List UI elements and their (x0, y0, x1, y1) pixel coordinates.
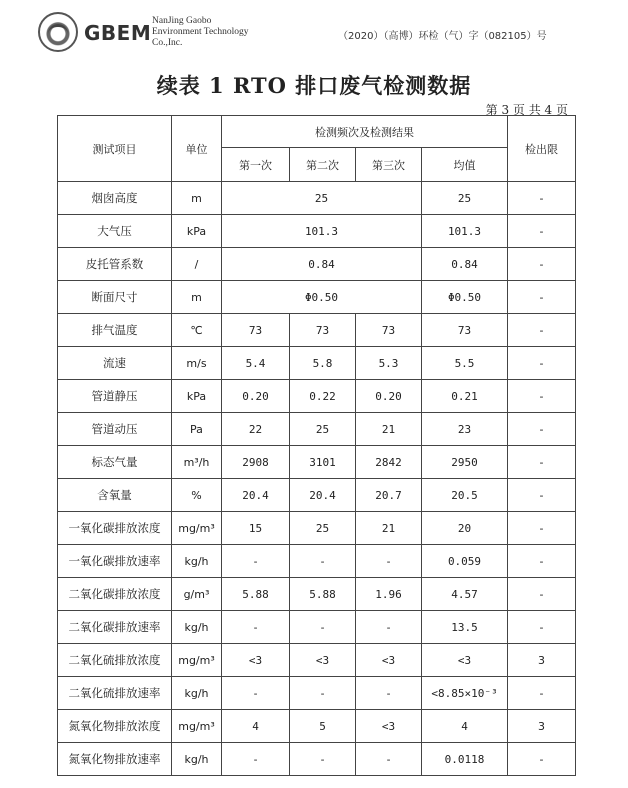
cell-third: - (356, 677, 422, 710)
cell-unit: m³/h (172, 446, 222, 479)
cell-limit: - (508, 314, 576, 347)
company-line: NanJing Gaobo (152, 16, 212, 26)
cell-third: <3 (356, 710, 422, 743)
cell-unit: % (172, 479, 222, 512)
cell-item: 管道静压 (58, 380, 172, 413)
cell-average: 23 (422, 413, 508, 446)
table-body (58, 182, 576, 776)
table-row (58, 611, 576, 644)
cell-item: 流速 (58, 347, 172, 380)
cell-item: 二氧化碳排放速率 (58, 611, 172, 644)
table-header-row (58, 116, 576, 148)
company-line: Environment Technology (152, 27, 249, 37)
cell-average: 0.21 (422, 380, 508, 413)
cell-second: 73 (290, 314, 356, 347)
header-limit: 检出限 (508, 116, 576, 182)
cell-third: - (356, 611, 422, 644)
table-row (58, 248, 576, 281)
header-second: 第二次 (290, 148, 356, 182)
cell-merged-value: 0.84 (222, 248, 422, 281)
cell-limit: - (508, 281, 576, 314)
cell-unit: kg/h (172, 677, 222, 710)
cell-item: 标态气量 (58, 446, 172, 479)
cell-item: 一氧化碳排放浓度 (58, 512, 172, 545)
table-row (58, 380, 576, 413)
cell-limit: - (508, 215, 576, 248)
document-header (0, 0, 628, 70)
header-first: 第一次 (222, 148, 290, 182)
cell-limit: - (508, 512, 576, 545)
cell-merged-value: 101.3 (222, 215, 422, 248)
header-third: 第三次 (356, 148, 422, 182)
company-logo-icon (38, 12, 78, 52)
cell-average: 4 (422, 710, 508, 743)
cell-average: 13.5 (422, 611, 508, 644)
cell-limit: - (508, 611, 576, 644)
cell-merged-value: Φ0.50 (222, 281, 422, 314)
company-line: Co.,Inc. (152, 38, 183, 48)
cell-limit: - (508, 413, 576, 446)
report-number: （2020）（高博）环检（气）字（082105）号 (338, 31, 547, 42)
cell-first: - (222, 545, 290, 578)
cell-average: <8.85×10⁻³ (422, 677, 508, 710)
cell-unit: kg/h (172, 611, 222, 644)
cell-third: - (356, 743, 422, 776)
table-row (58, 512, 576, 545)
cell-unit: ℃ (172, 314, 222, 347)
cell-item: 烟囱高度 (58, 182, 172, 215)
cell-third: 20.7 (356, 479, 422, 512)
cell-first: 2908 (222, 446, 290, 479)
cell-limit: - (508, 380, 576, 413)
cell-second: 3101 (290, 446, 356, 479)
cell-limit: - (508, 743, 576, 776)
table-row (58, 743, 576, 776)
cell-second: 25 (290, 413, 356, 446)
cell-second: 5.88 (290, 578, 356, 611)
cell-average: 2950 (422, 446, 508, 479)
cell-limit: - (508, 182, 576, 215)
table-row (58, 314, 576, 347)
cell-limit: - (508, 347, 576, 380)
cell-item: 氮氧化物排放速率 (58, 743, 172, 776)
cell-third: 21 (356, 512, 422, 545)
cell-second: 25 (290, 512, 356, 545)
cell-first: 22 (222, 413, 290, 446)
cell-item: 皮托管系数 (58, 248, 172, 281)
cell-third: 73 (356, 314, 422, 347)
cell-limit: - (508, 446, 576, 479)
cell-unit: mg/m³ (172, 710, 222, 743)
cell-first: 0.20 (222, 380, 290, 413)
table-row (58, 578, 576, 611)
cell-first: - (222, 743, 290, 776)
cell-unit: g/m³ (172, 578, 222, 611)
cell-second: - (290, 677, 356, 710)
page-title: 续表 1 RTO 排口废气检测数据 (156, 73, 472, 98)
header-group: 检测频次及检测结果 (222, 116, 508, 148)
cell-second: - (290, 545, 356, 578)
cell-first: 5.88 (222, 578, 290, 611)
table-row (58, 281, 576, 314)
cell-limit: - (508, 248, 576, 281)
cell-first: 73 (222, 314, 290, 347)
cell-first: 15 (222, 512, 290, 545)
cell-unit: m (172, 182, 222, 215)
cell-unit: / (172, 248, 222, 281)
table-row (58, 479, 576, 512)
cell-average: Φ0.50 (422, 281, 508, 314)
cell-unit: Pa (172, 413, 222, 446)
cell-average: 73 (422, 314, 508, 347)
cell-limit: 3 (508, 710, 576, 743)
table-row (58, 446, 576, 479)
cell-average: 101.3 (422, 215, 508, 248)
cell-limit: 3 (508, 644, 576, 677)
cell-average: 0.059 (422, 545, 508, 578)
cell-limit: - (508, 545, 576, 578)
cell-first: 20.4 (222, 479, 290, 512)
cell-item: 二氧化硫排放浓度 (58, 644, 172, 677)
cell-second: 0.22 (290, 380, 356, 413)
cell-unit: m (172, 281, 222, 314)
cell-unit: mg/m³ (172, 644, 222, 677)
table-row (58, 677, 576, 710)
cell-first: - (222, 677, 290, 710)
cell-average: 20 (422, 512, 508, 545)
cell-unit: kPa (172, 215, 222, 248)
cell-first: - (222, 611, 290, 644)
cell-unit: m/s (172, 347, 222, 380)
cell-third: 0.20 (356, 380, 422, 413)
cell-limit: - (508, 578, 576, 611)
cell-average: <3 (422, 644, 508, 677)
cell-first: <3 (222, 644, 290, 677)
cell-third: 5.3 (356, 347, 422, 380)
cell-item: 管道动压 (58, 413, 172, 446)
cell-second: - (290, 743, 356, 776)
header-item: 测试项目 (58, 116, 172, 182)
cell-item: 断面尺寸 (58, 281, 172, 314)
cell-second: - (290, 611, 356, 644)
cell-item: 二氧化碳排放浓度 (58, 578, 172, 611)
cell-unit: kg/h (172, 545, 222, 578)
table-row (58, 347, 576, 380)
cell-average: 0.84 (422, 248, 508, 281)
table-row (58, 710, 576, 743)
cell-item: 二氧化硫排放速率 (58, 677, 172, 710)
cell-third: 21 (356, 413, 422, 446)
cell-unit: kg/h (172, 743, 222, 776)
company-name (152, 16, 249, 49)
cell-average: 20.5 (422, 479, 508, 512)
table-row (58, 413, 576, 446)
cell-third: 1.96 (356, 578, 422, 611)
table-row (58, 545, 576, 578)
results-table (57, 115, 576, 776)
cell-item: 一氧化碳排放速率 (58, 545, 172, 578)
cell-unit: kPa (172, 380, 222, 413)
cell-third: - (356, 545, 422, 578)
cell-item: 排气温度 (58, 314, 172, 347)
cell-average: 25 (422, 182, 508, 215)
cell-average: 5.5 (422, 347, 508, 380)
cell-third: 2842 (356, 446, 422, 479)
table-row (58, 644, 576, 677)
cell-item: 氮氧化物排放浓度 (58, 710, 172, 743)
header-unit: 单位 (172, 116, 222, 182)
cell-second: 5 (290, 710, 356, 743)
table-row (58, 215, 576, 248)
cell-item: 含氧量 (58, 479, 172, 512)
cell-merged-value: 25 (222, 182, 422, 215)
cell-limit: - (508, 677, 576, 710)
cell-third: <3 (356, 644, 422, 677)
cell-first: 4 (222, 710, 290, 743)
cell-limit: - (508, 479, 576, 512)
cell-average: 0.0118 (422, 743, 508, 776)
page-number: 第 3 页 共 4 页 (485, 103, 568, 117)
brand-name: GBEM (84, 21, 152, 45)
cell-unit: mg/m³ (172, 512, 222, 545)
header-average: 均值 (422, 148, 508, 182)
table-row (58, 182, 576, 215)
cell-second: <3 (290, 644, 356, 677)
cell-average: 4.57 (422, 578, 508, 611)
cell-first: 5.4 (222, 347, 290, 380)
cell-second: 5.8 (290, 347, 356, 380)
cell-item: 大气压 (58, 215, 172, 248)
cell-second: 20.4 (290, 479, 356, 512)
